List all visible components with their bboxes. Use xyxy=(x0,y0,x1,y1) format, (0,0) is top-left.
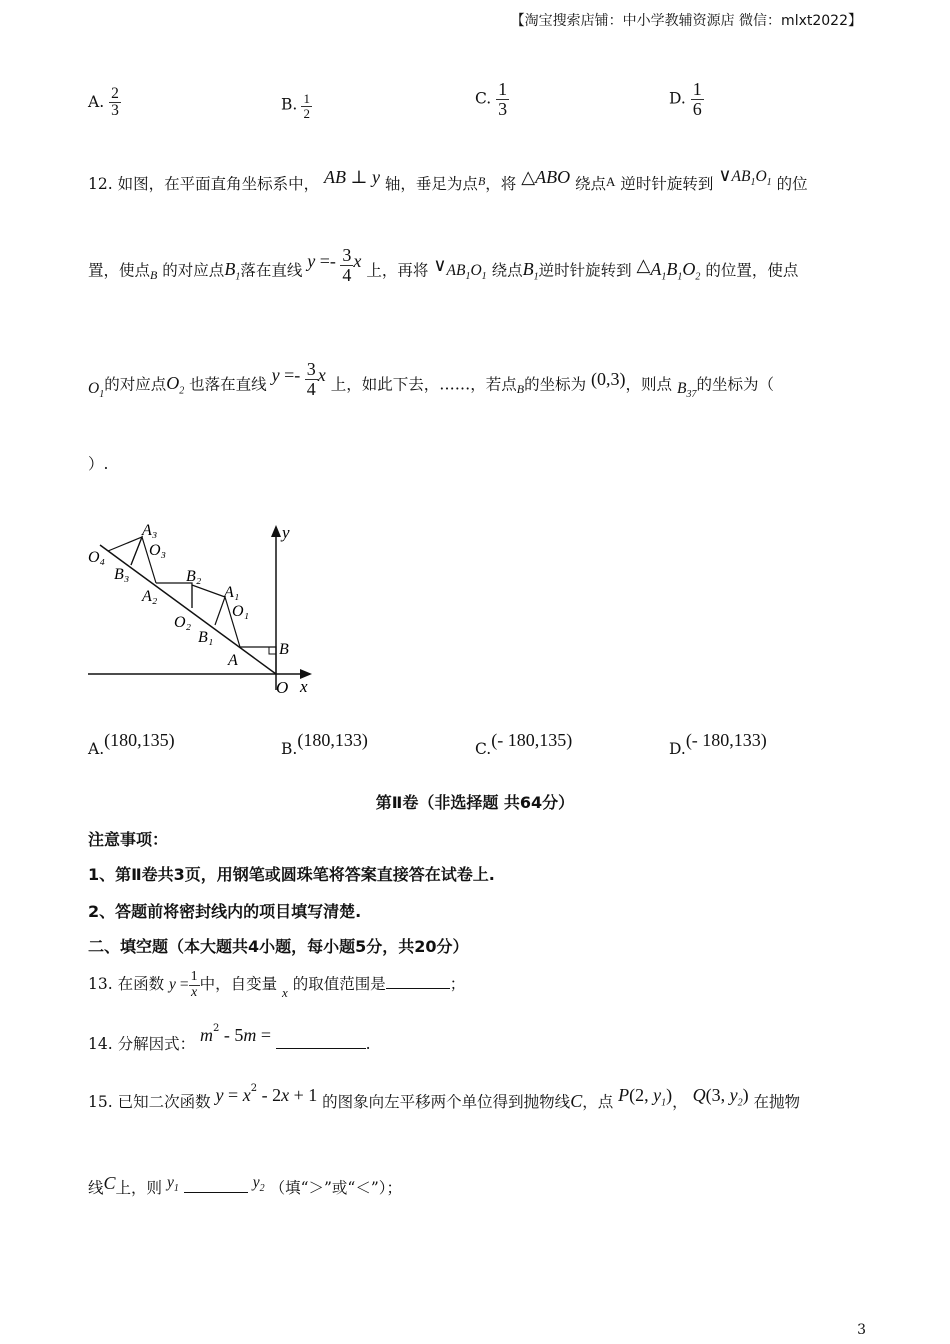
q12-line-1: 12. 如图，在平面直角坐标系中， AB ⊥ y 轴，垂足为点$^B$，将 △ABO 绕点A 逆时针旋转到 $\vee AB_1O_1$ 的位 xyxy=(88,165,808,193)
fraction: $\frac{2}{3}$ xyxy=(111,85,119,120)
label-b1: B₁ xyxy=(198,629,214,646)
triangle-a3o4 xyxy=(108,537,142,565)
triangle-b2 xyxy=(156,583,192,608)
page-number: 3 xyxy=(857,1322,866,1338)
option-label: A. xyxy=(88,92,105,111)
q11-option-d xyxy=(669,80,704,119)
q12-line-4: ）. xyxy=(88,455,109,473)
q12-line-3: $O_1$的对应点$O_2$ 也落在直线 y =- $\frac{3}{4}$ x 上，如此下去，……，若点$_B$的坐标为 (0,3)，则点 $B_{37}$的坐标为（ xyxy=(88,359,774,401)
label-o1: O₁ xyxy=(232,603,250,620)
label-b3: B₃ xyxy=(114,566,130,583)
y-axis-arrow-icon xyxy=(271,525,281,537)
note-2: 2、答题前将密封线内的项目填写清楚. xyxy=(88,902,362,921)
answer-blank[interactable] xyxy=(386,974,450,989)
label-a3: A₃ xyxy=(142,522,158,539)
label-a2: A₂ xyxy=(142,588,158,605)
q12-option-a: A.(180,135) xyxy=(88,730,175,758)
option-label: B. xyxy=(281,95,298,114)
label-a1: A₁ xyxy=(224,584,240,601)
q12-option-d: D.(- 180,133) xyxy=(669,730,767,758)
option-label: C. xyxy=(475,89,492,108)
q12-option-b: B.(180,133) xyxy=(281,730,368,758)
label-b: B xyxy=(279,641,289,658)
label-x: x xyxy=(300,677,308,696)
header-banner: 【淘宝搜索店铺：中小学教辅资源店 微信：mlxt2022】 xyxy=(510,13,862,29)
line-y-neg3-4x xyxy=(100,545,276,674)
fraction: $\frac{1}{2}$ xyxy=(303,91,310,121)
q11-option-a xyxy=(88,86,121,120)
q12-option-c: C.(- 180,135) xyxy=(475,730,573,758)
option-label: D. xyxy=(669,89,686,108)
q13: 13. 在函数 y = $\frac{1}{x}$ 中，自变量 $_x$ 的取值范围是 ； xyxy=(88,969,466,1001)
fraction: $\frac{1}{6}$ xyxy=(692,79,702,119)
q12-line-2: 置，使点$_B$ 的对应点$B_1$落在直线 y =- $\frac{3}{4}$ x 上，再将 $\vee AB_1O_1$ 绕点$B_1$逆时针旋转到 $\triangle A_1B_1O_2$ 的位置，使点 xyxy=(88,245,799,285)
right-angle-mark xyxy=(269,647,276,654)
answer-blank[interactable] xyxy=(184,1178,248,1193)
coord-value: (0,3) xyxy=(591,369,626,390)
part-2-title: 二、填空题（本大题共4小题，每小题5分，共20分） xyxy=(88,937,469,956)
label-o4: O₄ xyxy=(88,549,106,566)
q11-option-c xyxy=(475,80,509,119)
label-y: y xyxy=(282,523,290,542)
q14: 14. 分解因式： $m^2 - 5m$ = . xyxy=(88,1022,371,1053)
notes-title: 注意事项： xyxy=(88,830,169,849)
note-1: 1、第Ⅱ卷共3页，用钢笔或圆珠笔将答案直接答在试卷上. xyxy=(88,865,495,884)
q11-option-b xyxy=(281,92,312,120)
rotation-figure xyxy=(80,515,330,700)
section-2-title: 第Ⅱ卷（非选择题 共64分） xyxy=(375,793,575,812)
label-a: A xyxy=(228,652,238,669)
label-b2: B₂ xyxy=(186,568,202,585)
triangle-a1b1o2 xyxy=(192,585,225,608)
answer-blank[interactable] xyxy=(276,1034,366,1049)
q15-line-1: 15. 已知二次函数 $y = x^2 - 2x + 1$ 的图象向左平移两个单位得到抛物线C，点 P(2, $y_1$)， Q(3, $y_2$) 在抛物 xyxy=(88,1082,801,1111)
label-o2: O₂ xyxy=(174,614,192,631)
q15-line-2: 线C上，则 $y_1$ $y_2$ （填“＞”或“＜”）； xyxy=(88,1173,403,1197)
label-o: O xyxy=(276,678,289,697)
label-o3: O₃ xyxy=(149,542,167,559)
fraction: $\frac{1}{3}$ xyxy=(498,79,508,119)
